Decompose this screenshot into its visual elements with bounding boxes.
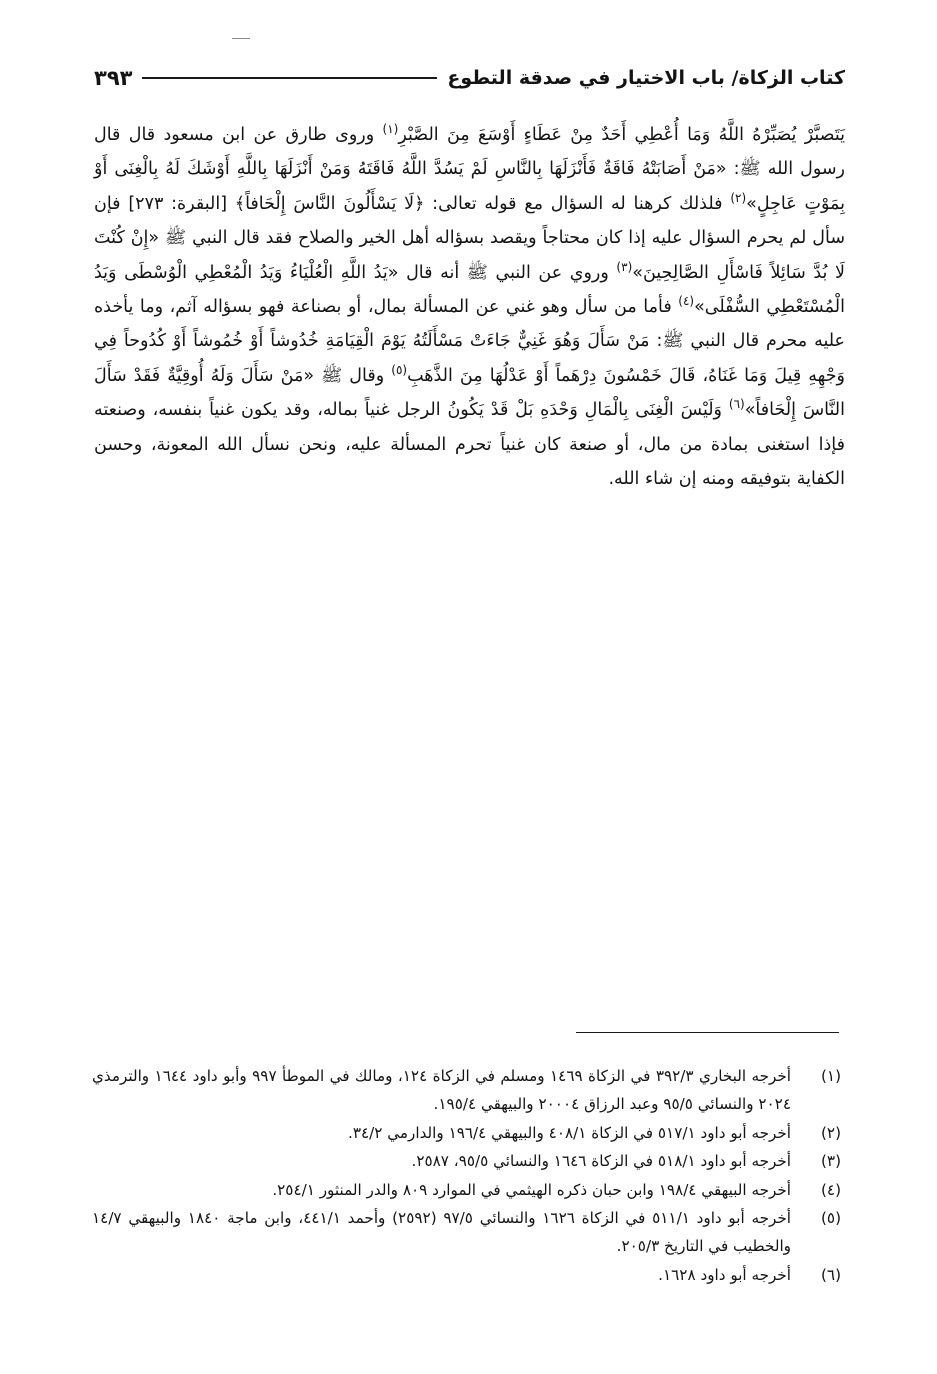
footnote-text: أخرجه أبو داود ٥١١/١ في الزكاة ١٦٢٦ والنسائي ٩٧/٥ (٢٥٩٢) وأحمد ٤٤١/١، وابن ماجة ١٨٤٠ والبيهقي ١٤/٧ والخطيب في التاريخ ٢٠٥/٣. xyxy=(92,1209,791,1256)
footnote-ref-3: (٣) xyxy=(616,259,633,274)
footnote-number: (٦) xyxy=(820,1265,841,1284)
text-segment: يَتَصبَّرْ يُصَبِّرْهُ اللَّهُ وَمَا أُعْطِي أَحَدٌ مِنْ عَطَاءٍ أَوْسَعَ مِنَ الصَّبْرِ xyxy=(398,125,846,145)
text-segment: وقال ﷺ «مَنْ سَأَلَ وَلَهُ أُوقِيَّةٌ فَقَدْ سَأَلَ النَّاسَ إِلْحَافاً» xyxy=(94,365,845,421)
footnote-4 xyxy=(92,1176,841,1204)
footnote-ref-6: (٦) xyxy=(728,397,745,412)
footnote-text: أخرجه البيهقي ١٩٨/٤ وابن حبان ذكره الهيثمي في الموارد ٨٠٩ والدر المنثور ٢٥٤/١. xyxy=(272,1180,791,1199)
footnote-2 xyxy=(92,1119,841,1147)
footnote-ref-5: (٥) xyxy=(391,363,408,378)
footnote-number: (٢) xyxy=(820,1123,841,1142)
footnote-text: أخرجه أبو داود ٥١٧/١ في الزكاة ٤٠٨/١ والبيهقي ١٩٦/٤ والدارمي ٣٤/٢. xyxy=(347,1123,791,1142)
text-segment: فأما من سأل وهو غني عن المسألة بمال، أو بصناعة فهو بسؤاله آثم، وما يأخذه عليه محرم قال النبي ﷺ: مَنْ سَأَلَ وَهُوَ غَنِيٌّ جَاءَتْ مَسْأَلَتُهُ يَوْمَ الْقِيَامَةِ خُدُوشاً أَوْ خُمُوشاً أَوْ كُدُوحاً فِي وَجْهِهِ قِيلَ وَمَا غَنَاهُ، قَالَ خَمْسُونَ دِرْهَماً أَوْ عَدْلُهَا مِنَ الذَّهَبِ xyxy=(94,297,845,386)
footnote-text: أخرجه أبو داود ١٦٢٨. xyxy=(658,1265,791,1284)
footnote-number: (٥) xyxy=(820,1209,841,1228)
footnotes xyxy=(92,1062,841,1289)
main-text xyxy=(94,118,845,496)
header-title: كتاب الزكاة/ باب الاختيار في صدقة التطوع xyxy=(447,67,845,89)
footnote-ref-4: (٤) xyxy=(678,294,695,309)
page-number: ٣٩٣ xyxy=(94,66,133,90)
main-paragraph xyxy=(94,118,845,496)
footnote-number: (١) xyxy=(820,1067,841,1085)
running-header xyxy=(94,60,845,96)
footnote-number: (٣) xyxy=(820,1152,841,1171)
footnote-5 xyxy=(92,1204,841,1261)
text-segment: وروي عن النبي ﷺ أنه قال «يَدُ اللَّهِ الْعُلْيَاءُ وَيَدُ الْمُعْطِي الْوُسْطَى وَيَدُ الْمُسْتَعْطِي السُّفْلَى» xyxy=(94,262,845,318)
footnote-3 xyxy=(92,1147,841,1175)
scan-mark xyxy=(232,38,250,39)
text-segment: فلذلك كرهنا له السؤال مع قوله تعالى: ﴿لَا يَسْأَلُونَ النَّاسَ إِلْحَافاً﴾ [البقرة: ٢٧٣] فإن سأل لم يحرم السؤال عليه إذا كان محتاجاً ويقصد بسؤاله أهل الخير والصلاح فقد قال النبي ﷺ «إِنْ كُنْتَ لَا بُدَّ سَائِلاً فَاسْأَلِ الصَّالِحِينَ» xyxy=(94,193,845,283)
footnote-ref-1: (١) xyxy=(382,122,399,137)
footnote-number: (٤) xyxy=(820,1180,841,1199)
header-rule xyxy=(142,77,437,79)
footnote-6 xyxy=(92,1261,841,1289)
text-segment: وَلَيْسَ الْغِنَى بِالْمَالِ وَحْدَهِ بَلْ قَدْ يَكُونُ الرجل غنياً بماله، وقد يكون غنياً بنفسه، وصنعته فإذا استغنى بمادة من مال، أو صنعة كان غنياً تحرم المسألة عليه، ونحن نسأل الله المعونة، وحسن الكفاية بتوفيقه ومنه إن شاء الله. xyxy=(94,400,845,490)
footnote-text: أخرجه البخاري ٣٩٢/٣ في الزكاة ١٤٦٩ ومسلم في الزكاة ١٢٤، ومالك في الموطأ ٩٩٧ وأبو داود ١٦٤٤ والترمذي ٢٠٢٤ والنسائي ٩٥/٥ وعبد الرزاق ٢٠٠٠٤ والبيهقي ١٩٥/٤. xyxy=(92,1067,791,1114)
footnote-text: أخرجه أبو داود ٥١٨/١ في الزكاة ١٦٤٦ والنسائي ٩٥/٥، ٢٥٨٧. xyxy=(411,1152,791,1171)
footnote-separator xyxy=(576,1032,839,1033)
text-segment: وروى طارق عن ابن مسعود قال قال رسول الله ﷺ: «مَنْ أَصَابَتْهُ فَاقَةٌ فَأَنْزَلَهَا بِالنَّاسِ لَمْ يَسُدَّ اللَّهُ فَاقَتَهُ وَمَنْ أَنْزَلَهَا بِاللَّهِ أَوْشَكَ لَهُ بِالْغِنَى أَوْ بِمَوْتٍ عَاجِلٍ» xyxy=(94,125,845,214)
footnote-1 xyxy=(92,1062,841,1119)
footnote-ref-2: (٢) xyxy=(730,190,747,205)
